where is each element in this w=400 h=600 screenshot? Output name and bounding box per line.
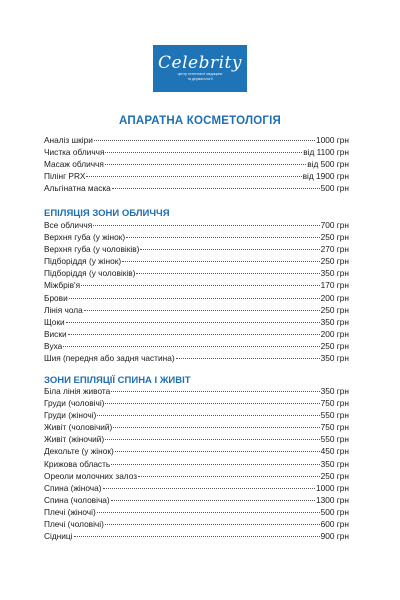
service-name: Міжбрів'я bbox=[44, 280, 81, 291]
service-price: 250 грн bbox=[320, 470, 349, 481]
service-price: від 1900 грн bbox=[302, 171, 349, 182]
service-name: Живіт (жіночий) bbox=[44, 434, 105, 445]
price-row bbox=[44, 170, 349, 182]
service-price: 600 грн bbox=[320, 519, 349, 530]
service-name: Ореоли молочних залоз bbox=[44, 470, 138, 481]
service-name: Біла лінія живота bbox=[44, 386, 111, 396]
service-price: 170 грн bbox=[320, 280, 349, 291]
price-row bbox=[44, 385, 349, 397]
dot-leader bbox=[112, 188, 320, 189]
service-price: 270 грн bbox=[320, 244, 349, 255]
price-row bbox=[44, 146, 349, 158]
service-name: Груди (чоловічі) bbox=[44, 398, 105, 409]
service-name: Верхня губа (у чоловіків) bbox=[44, 244, 140, 255]
service-price: 350 грн bbox=[320, 316, 349, 327]
service-name: Чистка обличчя bbox=[44, 147, 105, 158]
dot-leader bbox=[81, 285, 320, 286]
service-name: Вуха bbox=[44, 340, 63, 351]
service-price: 1300 грн bbox=[316, 494, 349, 505]
service-price: 750 грн bbox=[320, 398, 349, 409]
service-name: Аналіз шкіри bbox=[44, 135, 93, 145]
price-row bbox=[44, 231, 349, 243]
service-price: 250 грн bbox=[320, 256, 349, 267]
logo-brand: Celebrity bbox=[158, 53, 242, 73]
dot-leader bbox=[111, 500, 315, 501]
dot-leader bbox=[111, 464, 319, 465]
service-name: Декольте (у жінок) bbox=[44, 446, 114, 457]
service-name: Верхня губа (у жінок) bbox=[44, 232, 126, 243]
service-name: Брови bbox=[44, 292, 68, 303]
price-row bbox=[44, 518, 349, 530]
dot-leader bbox=[66, 322, 320, 323]
section-title-body-epilation: ЗОНИ ЕПІЛЯЦІЇ СПИНА І ЖИВІТ bbox=[44, 375, 191, 386]
service-price: від 500 грн bbox=[307, 159, 349, 170]
price-row bbox=[44, 494, 349, 506]
dot-leader bbox=[74, 536, 320, 537]
service-name: Масаж обличчя bbox=[44, 159, 104, 170]
service-name: Плечі (чоловічі) bbox=[44, 519, 104, 530]
dot-leader bbox=[138, 476, 320, 477]
service-name: Виски bbox=[44, 328, 67, 339]
price-row bbox=[44, 530, 349, 542]
price-row bbox=[44, 292, 349, 304]
dot-leader bbox=[105, 164, 306, 165]
dot-leader bbox=[176, 358, 320, 359]
price-row bbox=[44, 482, 349, 494]
service-name: Живіт (чоловічий) bbox=[44, 422, 113, 433]
price-row bbox=[44, 409, 349, 421]
price-list-apparatus bbox=[44, 134, 349, 194]
dot-leader bbox=[103, 488, 316, 489]
price-row bbox=[44, 279, 349, 291]
dot-leader bbox=[93, 225, 319, 226]
service-price: 350 грн bbox=[320, 386, 349, 396]
price-row bbox=[44, 243, 349, 255]
price-row bbox=[44, 458, 349, 470]
service-name: Спина (чоловіча) bbox=[44, 494, 110, 505]
dot-leader bbox=[105, 403, 319, 404]
price-row bbox=[44, 304, 349, 316]
dot-leader bbox=[122, 261, 319, 262]
service-price: 700 грн bbox=[320, 220, 349, 230]
dot-leader bbox=[94, 140, 315, 141]
price-row bbox=[44, 158, 349, 170]
price-row bbox=[44, 316, 349, 328]
service-name: Сідниці bbox=[44, 531, 73, 542]
price-row bbox=[44, 182, 349, 194]
service-price: 350 грн bbox=[320, 458, 349, 469]
dot-leader bbox=[105, 439, 319, 440]
dot-leader bbox=[68, 334, 320, 335]
price-row bbox=[44, 328, 349, 340]
price-list-face-epilation bbox=[44, 219, 349, 364]
service-price: 1000 грн bbox=[316, 482, 349, 493]
price-row bbox=[44, 255, 349, 267]
service-price: 900 грн bbox=[320, 531, 349, 542]
service-price: 500 грн bbox=[320, 183, 349, 194]
service-price: 450 грн bbox=[320, 446, 349, 457]
logo-tagline: та дерматології bbox=[187, 76, 213, 81]
price-row bbox=[44, 506, 349, 518]
service-name: Альгінатна маска bbox=[44, 183, 111, 194]
service-name: Плечі (жіночі) bbox=[44, 506, 96, 517]
dot-leader bbox=[86, 176, 301, 177]
price-row bbox=[44, 340, 349, 352]
service-price: від 1100 грн bbox=[303, 147, 349, 158]
dot-leader bbox=[69, 298, 320, 299]
dot-leader bbox=[63, 346, 319, 347]
dot-leader bbox=[97, 512, 320, 513]
dot-leader bbox=[115, 451, 320, 452]
service-price: 250 грн bbox=[320, 232, 349, 243]
dot-leader bbox=[140, 249, 319, 250]
price-row bbox=[44, 470, 349, 482]
dot-leader bbox=[126, 237, 319, 238]
service-price: 350 грн bbox=[320, 268, 349, 279]
service-price: 750 грн bbox=[320, 422, 349, 433]
service-name: Груди (жіночі) bbox=[44, 410, 97, 421]
logo-tagline: центр естетичної медицини bbox=[177, 72, 223, 76]
service-price: 250 грн bbox=[320, 304, 349, 315]
dot-leader bbox=[97, 415, 319, 416]
service-name: Лінія чола bbox=[44, 304, 83, 315]
service-price: 200 грн bbox=[320, 328, 349, 339]
dot-leader bbox=[84, 310, 320, 311]
service-name: Крижова область bbox=[44, 458, 111, 469]
service-name: Шия (передня або задня частина) bbox=[44, 353, 175, 364]
price-row bbox=[44, 134, 349, 146]
price-row bbox=[44, 397, 349, 409]
service-name: Спина (жіноча) bbox=[44, 482, 102, 493]
price-row bbox=[44, 267, 349, 279]
price-row bbox=[44, 433, 349, 445]
service-name: Пілінг PRX bbox=[44, 171, 86, 182]
price-row bbox=[44, 445, 349, 457]
price-row bbox=[44, 421, 349, 433]
service-price: 350 грн bbox=[320, 353, 349, 364]
service-name: Все обличчя bbox=[44, 220, 93, 230]
service-price: 250 грн bbox=[320, 340, 349, 351]
dot-leader bbox=[136, 273, 319, 274]
service-price: 1000 грн bbox=[316, 135, 349, 145]
dot-leader bbox=[113, 427, 319, 428]
service-name: Підборіддя (у жінок) bbox=[44, 256, 122, 267]
dot-leader bbox=[111, 391, 319, 392]
clinic-logo bbox=[153, 45, 247, 92]
price-row bbox=[44, 219, 349, 231]
service-price: 550 грн bbox=[320, 410, 349, 421]
dot-leader bbox=[105, 152, 302, 153]
service-name: Підборіддя (у чоловіків) bbox=[44, 268, 136, 279]
service-price: 200 грн bbox=[320, 292, 349, 303]
page-title: АПАРАТНА КОСМЕТОЛОГІЯ bbox=[119, 115, 281, 127]
dot-leader bbox=[105, 524, 320, 525]
service-price: 550 грн bbox=[320, 434, 349, 445]
price-list-body-epilation bbox=[44, 385, 349, 542]
section-title-face-epilation: ЕПІЛЯЦІЯ ЗОНИ ОБЛИЧЧЯ bbox=[44, 208, 170, 219]
price-row bbox=[44, 352, 349, 364]
service-name: Щоки bbox=[44, 316, 65, 327]
service-price: 500 грн bbox=[320, 506, 349, 517]
